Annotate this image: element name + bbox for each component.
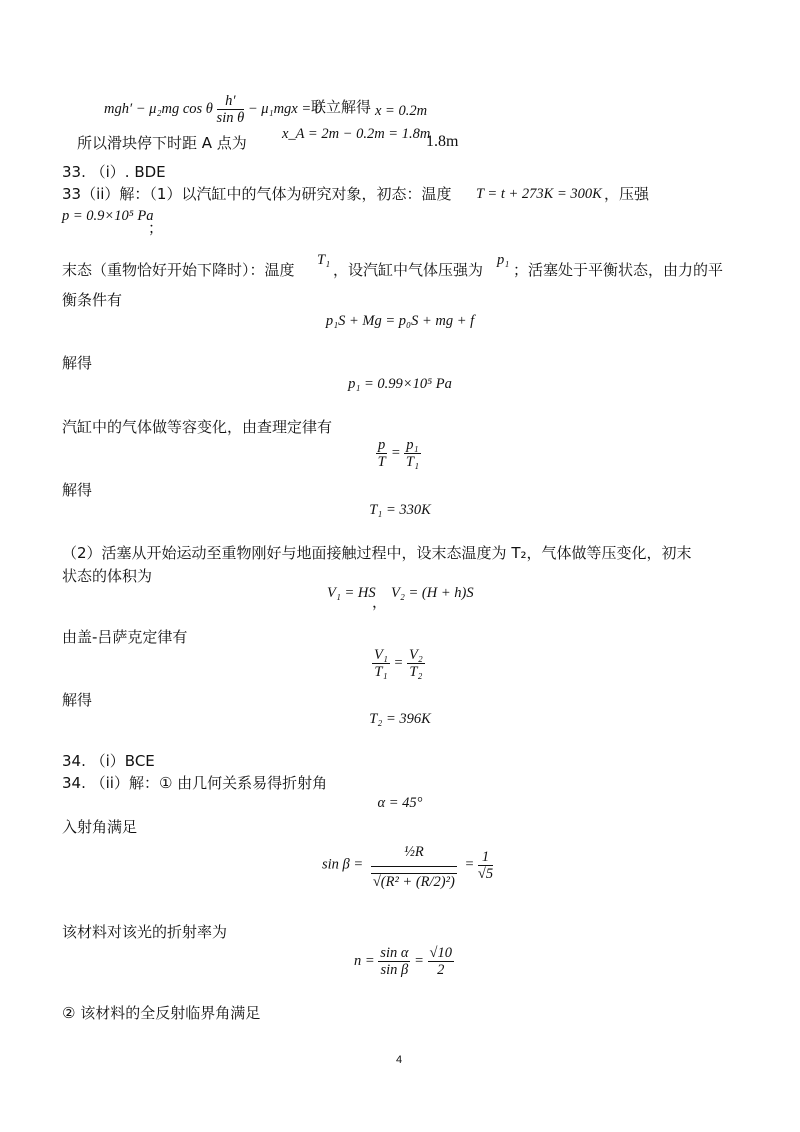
- T2-result: T₂ = 396K: [369, 711, 431, 727]
- distance-answer: 1.8m: [426, 133, 459, 150]
- charles-left-fraction: [376, 437, 387, 470]
- final-state-text-c: ；活塞处于平衡状态，由力的平: [513, 261, 724, 279]
- gl-left-num: V₁: [374, 647, 388, 663]
- solve-label-1: 解得: [62, 354, 93, 372]
- critical-angle-text: ② 该材料的全反射临界角满足: [62, 1004, 261, 1022]
- sin-beta-den-radical: √(R² + (R/2)²): [372, 874, 455, 890]
- x-result: x = 0.2m: [375, 103, 428, 119]
- sin-beta-lhs: sin β =: [322, 856, 364, 873]
- charles-law-equation: [376, 437, 421, 470]
- gl-right-den: T₂: [409, 664, 423, 680]
- incidence-text: 入射角满足: [62, 818, 138, 836]
- final-state-text-b: ，设汽缸中气体压强为: [333, 261, 484, 279]
- distance-sentence: 所以滑块停下时距 A 点为: [77, 134, 247, 152]
- equals-sign: =: [414, 952, 424, 969]
- n-equation: [354, 945, 454, 978]
- balance-equation: p₁S + Mg = p₀S + mg + f: [325, 313, 475, 329]
- pressure-label: ，压强: [604, 185, 650, 203]
- energy-equation-left: mgh′ − μ₂mg cos θ: [104, 100, 213, 117]
- isochoric-text: 汽缸中的气体做等容变化，由查理定律有: [62, 418, 333, 436]
- n-fraction: [378, 945, 410, 978]
- xa-equation: x_A = 2m − 0.2m = 1.8m: [282, 126, 431, 142]
- final-state-p1: p₁: [497, 252, 510, 268]
- initial-pressure: p = 0.9×10⁵ Pa: [62, 208, 154, 224]
- final-state-text-a: 末态（重物恰好开始下降时）：温度: [62, 261, 295, 279]
- energy-equation-fraction: [217, 93, 245, 126]
- n-rhs-den: 2: [437, 962, 445, 978]
- final-state-T1: T₁: [317, 252, 331, 268]
- final-state-text-d: 衡条件有: [62, 291, 123, 309]
- equals-sign: =: [464, 856, 475, 873]
- n-rhs-num: √10: [429, 945, 452, 961]
- n-lhs: n =: [354, 952, 375, 969]
- volume-separator: ，: [372, 593, 388, 611]
- q33ii-intro: 33（ii）解：（1）以汽缸中的气体为研究对象，初态：温度: [62, 185, 452, 203]
- sin-beta-equation: [322, 840, 493, 890]
- equals-sign: =: [393, 654, 404, 671]
- n-rhs-fraction: [428, 945, 454, 978]
- sin-beta-rhs: [478, 849, 493, 882]
- charles-left-num: p: [378, 437, 386, 453]
- solve-label-2: 解得: [62, 481, 93, 499]
- page-number: 4: [396, 1054, 403, 1066]
- charles-left-den: T: [377, 454, 386, 470]
- energy-equation: [104, 93, 322, 126]
- q34i-answer: 34. （i）BCE: [62, 752, 155, 770]
- n-den: sin β: [380, 962, 409, 978]
- gay-lussac-equation: [372, 647, 425, 680]
- charles-right-fraction: [404, 437, 420, 470]
- volume-V2: V₂ = (H + h)S: [391, 585, 474, 601]
- gl-left-fraction: [372, 647, 390, 680]
- volume-V1: V₁ = HS: [327, 585, 376, 601]
- gl-left-den: T₁: [374, 664, 388, 680]
- fraction-denominator: sin θ: [216, 110, 245, 126]
- q34ii-text: 34. （ii）解：① 由几何关系易得折射角: [62, 774, 328, 792]
- sin-beta-rhs-num: 1: [478, 849, 493, 866]
- fraction-numerator: h′: [217, 93, 245, 110]
- refractive-text: 该材料对该光的折射率为: [62, 923, 228, 941]
- sin-beta-num: ½R: [371, 840, 457, 867]
- semicolon: ；: [148, 219, 164, 237]
- sin-beta-rhs-den: √5: [477, 865, 494, 882]
- initial-temperature: T = t + 273K = 300K: [476, 186, 602, 202]
- part2-text-a: （2）活塞从开始运动至重物刚好与地面接触过程中，设末态温度为 T₂，气体做等压变化，初末: [62, 544, 692, 562]
- p1-result: p₁ = 0.99×10⁵ Pa: [348, 376, 452, 392]
- part2-text-b: 状态的体积为: [62, 567, 153, 585]
- gl-right-fraction: [407, 647, 425, 680]
- solve-together-label: 联立解得: [311, 98, 372, 116]
- T1-result: T₁ = 330K: [369, 502, 431, 518]
- gay-lussac-text: 由盖-吕萨克定律有: [62, 628, 188, 646]
- solve-label-3: 解得: [62, 691, 93, 709]
- alpha-result: α = 45°: [377, 795, 423, 811]
- sin-beta-den: [371, 867, 457, 890]
- gl-right-num: V₂: [408, 647, 423, 663]
- equals-sign: =: [390, 444, 401, 461]
- sin-beta-fraction: [371, 840, 457, 890]
- energy-equation-right: − μ₁mgx = 0: [247, 100, 323, 117]
- q33i-answer: 33. （i）. BDE: [62, 163, 166, 181]
- n-num: sin α: [380, 945, 409, 961]
- charles-right-num: p₁: [406, 437, 419, 453]
- charles-right-den: T₁: [405, 454, 419, 470]
